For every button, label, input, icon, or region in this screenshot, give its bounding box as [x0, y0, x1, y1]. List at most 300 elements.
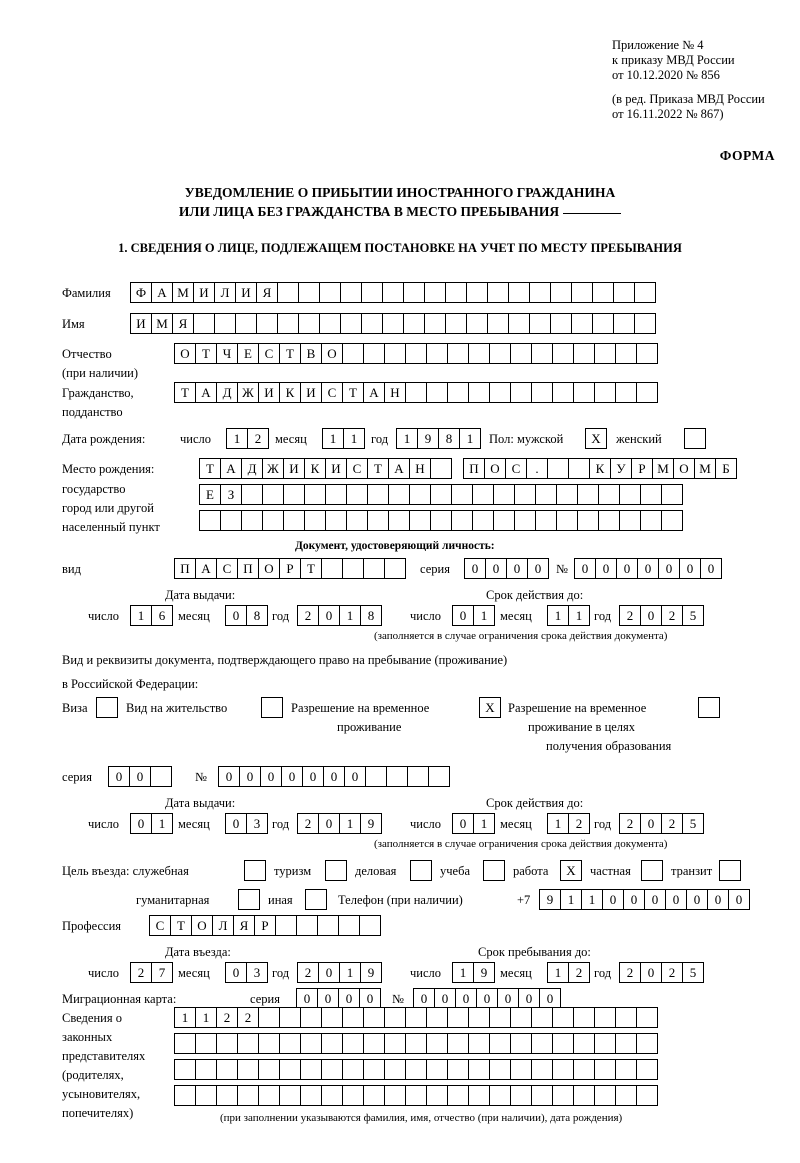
cell[interactable]: [636, 1033, 658, 1054]
cell[interactable]: [426, 343, 448, 364]
cell[interactable]: [388, 484, 410, 505]
cell[interactable]: [367, 484, 389, 505]
cell[interactable]: С: [346, 458, 368, 479]
cell[interactable]: 0: [679, 558, 701, 579]
permit-valid-day-input[interactable]: [452, 813, 494, 834]
cell[interactable]: [636, 1059, 658, 1080]
visa-checkbox[interactable]: [96, 697, 118, 718]
cell[interactable]: 0: [686, 889, 708, 910]
cell[interactable]: [573, 382, 595, 403]
cell[interactable]: [613, 282, 635, 303]
cell[interactable]: 0: [225, 605, 247, 626]
cell[interactable]: [363, 343, 385, 364]
cell[interactable]: 9: [473, 962, 495, 983]
cell[interactable]: [382, 313, 404, 334]
cell[interactable]: [573, 1007, 595, 1028]
cell[interactable]: [613, 313, 635, 334]
cell[interactable]: [214, 313, 236, 334]
doc-issue-day-input[interactable]: [130, 605, 172, 626]
cell[interactable]: [258, 1085, 280, 1106]
cell[interactable]: М: [652, 458, 674, 479]
cell[interactable]: Ж: [262, 458, 284, 479]
purpose-official-checkbox[interactable]: [244, 860, 266, 881]
cell[interactable]: 1: [226, 428, 248, 449]
cell[interactable]: [510, 343, 532, 364]
cell[interactable]: 0: [640, 813, 662, 834]
cell[interactable]: 5: [682, 962, 704, 983]
cell[interactable]: [594, 343, 616, 364]
phone-input[interactable]: [539, 889, 749, 910]
cell[interactable]: 2: [130, 962, 152, 983]
permit-issue-day-input[interactable]: [130, 813, 172, 834]
cell[interactable]: Ж: [237, 382, 259, 403]
cell[interactable]: 9: [417, 428, 439, 449]
cell[interactable]: 0: [574, 558, 596, 579]
cell[interactable]: 1: [473, 605, 495, 626]
cell[interactable]: А: [151, 282, 173, 303]
cell[interactable]: 2: [619, 605, 641, 626]
cell[interactable]: [529, 282, 551, 303]
cell[interactable]: [237, 1059, 259, 1080]
cell[interactable]: [321, 558, 343, 579]
cell[interactable]: [508, 313, 530, 334]
cell[interactable]: [430, 484, 452, 505]
cell[interactable]: [472, 510, 494, 531]
cell[interactable]: [594, 1033, 616, 1054]
cell[interactable]: 0: [464, 558, 486, 579]
cell[interactable]: [346, 484, 368, 505]
cell[interactable]: [514, 510, 536, 531]
cell[interactable]: 0: [129, 766, 151, 787]
cell[interactable]: [489, 1059, 511, 1080]
cell[interactable]: Я: [256, 282, 278, 303]
cell[interactable]: [615, 343, 637, 364]
citizenship-input[interactable]: [174, 382, 657, 403]
cell[interactable]: [275, 915, 297, 936]
cell[interactable]: [342, 1007, 364, 1028]
cell[interactable]: А: [388, 458, 410, 479]
cell[interactable]: Н: [409, 458, 431, 479]
cell[interactable]: [510, 1085, 532, 1106]
profession-input[interactable]: [149, 915, 380, 936]
cell[interactable]: 2: [297, 813, 319, 834]
cell[interactable]: [468, 1033, 490, 1054]
cell[interactable]: [451, 484, 473, 505]
cell[interactable]: [279, 1033, 301, 1054]
cell[interactable]: [346, 510, 368, 531]
cell[interactable]: Т: [199, 458, 221, 479]
cell[interactable]: [634, 282, 656, 303]
cell[interactable]: Т: [195, 343, 217, 364]
cell[interactable]: 0: [281, 766, 303, 787]
permit-series-input[interactable]: [108, 766, 171, 787]
cell[interactable]: [405, 343, 427, 364]
cell[interactable]: П: [237, 558, 259, 579]
cell[interactable]: Т: [342, 382, 364, 403]
cell[interactable]: [342, 1033, 364, 1054]
cell[interactable]: 0: [539, 988, 561, 1009]
cell[interactable]: Н: [384, 382, 406, 403]
cell[interactable]: К: [304, 458, 326, 479]
cell[interactable]: С: [216, 558, 238, 579]
cell[interactable]: 0: [108, 766, 130, 787]
cell[interactable]: К: [589, 458, 611, 479]
cell[interactable]: [325, 484, 347, 505]
cell[interactable]: 0: [616, 558, 638, 579]
cell[interactable]: [174, 1085, 196, 1106]
cell[interactable]: И: [130, 313, 152, 334]
doc-issue-month-input[interactable]: [225, 605, 267, 626]
patronymic-input[interactable]: [174, 343, 657, 364]
cell[interactable]: [174, 1033, 196, 1054]
cell[interactable]: 9: [360, 813, 382, 834]
cell[interactable]: [342, 1085, 364, 1106]
cell[interactable]: [552, 382, 574, 403]
cell[interactable]: [573, 343, 595, 364]
cell[interactable]: 2: [661, 605, 683, 626]
cell[interactable]: 0: [318, 962, 340, 983]
cell[interactable]: [325, 510, 347, 531]
cell[interactable]: [640, 484, 662, 505]
stay-day-input[interactable]: [452, 962, 494, 983]
cell[interactable]: [550, 282, 572, 303]
cell[interactable]: [531, 382, 553, 403]
doc-valid-day-input[interactable]: [452, 605, 494, 626]
cell[interactable]: [388, 510, 410, 531]
cell[interactable]: 9: [539, 889, 561, 910]
cell[interactable]: [426, 1007, 448, 1028]
cell[interactable]: [592, 282, 614, 303]
cell[interactable]: [573, 1059, 595, 1080]
cell[interactable]: 0: [595, 558, 617, 579]
cell[interactable]: 1: [459, 428, 481, 449]
cell[interactable]: 1: [473, 813, 495, 834]
cell[interactable]: 0: [296, 988, 318, 1009]
cell[interactable]: [405, 1085, 427, 1106]
purpose-other-checkbox[interactable]: [305, 889, 327, 910]
cell[interactable]: [636, 1085, 658, 1106]
cell[interactable]: Т: [170, 915, 192, 936]
cell[interactable]: [428, 766, 450, 787]
cell[interactable]: 0: [413, 988, 435, 1009]
cell[interactable]: 0: [452, 605, 474, 626]
cell[interactable]: [258, 1033, 280, 1054]
cell[interactable]: [304, 510, 326, 531]
cell[interactable]: [382, 282, 404, 303]
cell[interactable]: [510, 1007, 532, 1028]
cell[interactable]: Р: [631, 458, 653, 479]
cell[interactable]: 0: [317, 988, 339, 1009]
cell[interactable]: [340, 282, 362, 303]
cell[interactable]: И: [193, 282, 215, 303]
cell[interactable]: [430, 510, 452, 531]
cell[interactable]: [321, 1007, 343, 1028]
cell[interactable]: [361, 313, 383, 334]
cell[interactable]: [258, 1059, 280, 1080]
cell[interactable]: [594, 1085, 616, 1106]
cell[interactable]: 0: [302, 766, 324, 787]
cell[interactable]: 0: [700, 558, 722, 579]
cell[interactable]: 2: [237, 1007, 259, 1028]
cell[interactable]: [508, 282, 530, 303]
cell[interactable]: 0: [707, 889, 729, 910]
cell[interactable]: [363, 1059, 385, 1080]
permit-valid-year-input[interactable]: [619, 813, 703, 834]
cell[interactable]: О: [673, 458, 695, 479]
purpose-transit-checkbox[interactable]: [719, 860, 741, 881]
cell[interactable]: [174, 1059, 196, 1080]
cell[interactable]: А: [363, 382, 385, 403]
sex-female-checkbox[interactable]: [684, 428, 706, 449]
cell[interactable]: [317, 915, 339, 936]
cell[interactable]: [338, 915, 360, 936]
cell[interactable]: К: [279, 382, 301, 403]
cell[interactable]: [493, 484, 515, 505]
cell[interactable]: 2: [216, 1007, 238, 1028]
cell[interactable]: [258, 1007, 280, 1028]
doc-valid-year-input[interactable]: [619, 605, 703, 626]
cell[interactable]: [571, 282, 593, 303]
cell[interactable]: [445, 282, 467, 303]
cell[interactable]: [405, 1059, 427, 1080]
cell[interactable]: [634, 313, 656, 334]
cell[interactable]: 0: [359, 988, 381, 1009]
cell[interactable]: [487, 282, 509, 303]
cell[interactable]: [619, 484, 641, 505]
cell[interactable]: [235, 313, 257, 334]
purpose-business-checkbox[interactable]: [410, 860, 432, 881]
cell[interactable]: 0: [637, 558, 659, 579]
cell[interactable]: [277, 282, 299, 303]
cell[interactable]: 2: [619, 813, 641, 834]
cell[interactable]: [468, 382, 490, 403]
cell[interactable]: И: [300, 382, 322, 403]
cell[interactable]: [661, 510, 683, 531]
cell[interactable]: 0: [344, 766, 366, 787]
cell[interactable]: [384, 1007, 406, 1028]
cell[interactable]: С: [258, 343, 280, 364]
cell[interactable]: [550, 313, 572, 334]
cell[interactable]: [262, 510, 284, 531]
cell[interactable]: [359, 915, 381, 936]
cell[interactable]: 5: [682, 813, 704, 834]
cell[interactable]: Т: [367, 458, 389, 479]
cell[interactable]: [568, 458, 590, 479]
cell[interactable]: [384, 1033, 406, 1054]
cell[interactable]: 2: [297, 605, 319, 626]
cell[interactable]: [241, 484, 263, 505]
cell[interactable]: 0: [225, 813, 247, 834]
permit-valid-month-input[interactable]: [547, 813, 589, 834]
cell[interactable]: [405, 1033, 427, 1054]
cell[interactable]: С: [321, 382, 343, 403]
cell[interactable]: 0: [239, 766, 261, 787]
cell[interactable]: [493, 510, 515, 531]
cell[interactable]: [547, 458, 569, 479]
permit-issue-month-input[interactable]: [225, 813, 267, 834]
cell[interactable]: [531, 1059, 553, 1080]
cell[interactable]: [403, 282, 425, 303]
cell[interactable]: [237, 1033, 259, 1054]
cell[interactable]: [321, 1059, 343, 1080]
cell[interactable]: О: [321, 343, 343, 364]
cell[interactable]: О: [484, 458, 506, 479]
sex-male-checkbox[interactable]: X: [585, 428, 607, 449]
cell[interactable]: [552, 1085, 574, 1106]
cell[interactable]: 7: [151, 962, 173, 983]
doc-number-input[interactable]: [574, 558, 721, 579]
cell[interactable]: 0: [658, 558, 680, 579]
cell[interactable]: [424, 313, 446, 334]
purpose-humanitarian-checkbox[interactable]: [238, 889, 260, 910]
cell[interactable]: Ф: [130, 282, 152, 303]
cell[interactable]: Е: [199, 484, 221, 505]
cell[interactable]: 0: [130, 813, 152, 834]
purpose-tourism-checkbox[interactable]: [325, 860, 347, 881]
cell[interactable]: [342, 1059, 364, 1080]
cell[interactable]: [489, 343, 511, 364]
cell[interactable]: [262, 484, 284, 505]
cell[interactable]: Т: [279, 343, 301, 364]
stay-year-input[interactable]: [619, 962, 703, 983]
cell[interactable]: П: [463, 458, 485, 479]
cell[interactable]: Я: [233, 915, 255, 936]
cell[interactable]: [615, 1085, 637, 1106]
cell[interactable]: [216, 1059, 238, 1080]
cell[interactable]: [573, 1033, 595, 1054]
cell[interactable]: 1: [568, 605, 590, 626]
cell[interactable]: [489, 1085, 511, 1106]
cell[interactable]: 0: [434, 988, 456, 1009]
residence-permit-checkbox[interactable]: [261, 697, 283, 718]
cell[interactable]: [510, 1059, 532, 1080]
cell[interactable]: [367, 510, 389, 531]
cell[interactable]: [531, 1085, 553, 1106]
cell[interactable]: 0: [728, 889, 750, 910]
cell[interactable]: 0: [323, 766, 345, 787]
cell[interactable]: [447, 1033, 469, 1054]
cell[interactable]: [535, 510, 557, 531]
cell[interactable]: Б: [715, 458, 737, 479]
cell[interactable]: 2: [247, 428, 269, 449]
cell[interactable]: [447, 343, 469, 364]
cell[interactable]: 0: [602, 889, 624, 910]
cell[interactable]: [386, 766, 408, 787]
cell[interactable]: [472, 484, 494, 505]
cell[interactable]: [556, 510, 578, 531]
cell[interactable]: [216, 1033, 238, 1054]
legal-rep-input-row1[interactable]: [174, 1007, 657, 1028]
cell[interactable]: 0: [260, 766, 282, 787]
cell[interactable]: М: [151, 313, 173, 334]
birth-place-city-input-row2[interactable]: [199, 484, 682, 505]
legal-rep-input-row3[interactable]: [174, 1059, 657, 1080]
cell[interactable]: [241, 510, 263, 531]
cell[interactable]: [193, 313, 215, 334]
cell[interactable]: 8: [438, 428, 460, 449]
cell[interactable]: [256, 313, 278, 334]
cell[interactable]: С: [149, 915, 171, 936]
birth-month-input[interactable]: [322, 428, 364, 449]
cell[interactable]: 8: [246, 605, 268, 626]
cell[interactable]: [594, 1059, 616, 1080]
cell[interactable]: [510, 1033, 532, 1054]
cell[interactable]: С: [505, 458, 527, 479]
cell[interactable]: П: [174, 558, 196, 579]
migration-number-input[interactable]: [413, 988, 560, 1009]
birth-place-city-input-row1[interactable]: [463, 458, 736, 479]
cell[interactable]: [342, 343, 364, 364]
cell[interactable]: [468, 1007, 490, 1028]
cell[interactable]: [573, 1085, 595, 1106]
cell[interactable]: И: [258, 382, 280, 403]
surname-input[interactable]: [130, 282, 655, 303]
cell[interactable]: 0: [225, 962, 247, 983]
birth-day-input[interactable]: [226, 428, 268, 449]
cell[interactable]: [279, 1085, 301, 1106]
cell[interactable]: 2: [297, 962, 319, 983]
cell[interactable]: 1: [452, 962, 474, 983]
cell[interactable]: 0: [452, 813, 474, 834]
cell[interactable]: [535, 484, 557, 505]
cell[interactable]: З: [220, 484, 242, 505]
cell[interactable]: А: [195, 558, 217, 579]
cell[interactable]: [298, 313, 320, 334]
birth-place-city-input-row3[interactable]: [199, 510, 682, 531]
cell[interactable]: 2: [661, 813, 683, 834]
cell[interactable]: [342, 558, 364, 579]
cell[interactable]: [466, 282, 488, 303]
cell[interactable]: Ч: [216, 343, 238, 364]
cell[interactable]: [426, 1085, 448, 1106]
cell[interactable]: 8: [360, 605, 382, 626]
cell[interactable]: [531, 343, 553, 364]
cell[interactable]: [489, 1033, 511, 1054]
doc-series-input[interactable]: [464, 558, 548, 579]
cell[interactable]: [340, 313, 362, 334]
permit-number-input[interactable]: [218, 766, 449, 787]
cell[interactable]: [195, 1059, 217, 1080]
cell[interactable]: [529, 313, 551, 334]
cell[interactable]: [365, 766, 387, 787]
cell[interactable]: [319, 313, 341, 334]
cell[interactable]: [279, 1007, 301, 1028]
cell[interactable]: 0: [644, 889, 666, 910]
cell[interactable]: [592, 313, 614, 334]
cell[interactable]: [405, 1007, 427, 1028]
cell[interactable]: 2: [619, 962, 641, 983]
cell[interactable]: 3: [246, 962, 268, 983]
cell[interactable]: Р: [254, 915, 276, 936]
cell[interactable]: [426, 382, 448, 403]
cell[interactable]: [363, 1033, 385, 1054]
cell[interactable]: Л: [214, 282, 236, 303]
cell[interactable]: 0: [623, 889, 645, 910]
cell[interactable]: 0: [338, 988, 360, 1009]
cell[interactable]: 1: [343, 428, 365, 449]
cell[interactable]: [279, 1059, 301, 1080]
cell[interactable]: В: [300, 343, 322, 364]
edu-residence-checkbox[interactable]: [698, 697, 720, 718]
cell[interactable]: [150, 766, 172, 787]
cell[interactable]: [489, 382, 511, 403]
cell[interactable]: О: [191, 915, 213, 936]
cell[interactable]: 9: [360, 962, 382, 983]
cell[interactable]: [445, 313, 467, 334]
cell[interactable]: [363, 1007, 385, 1028]
cell[interactable]: [451, 510, 473, 531]
cell[interactable]: [403, 313, 425, 334]
